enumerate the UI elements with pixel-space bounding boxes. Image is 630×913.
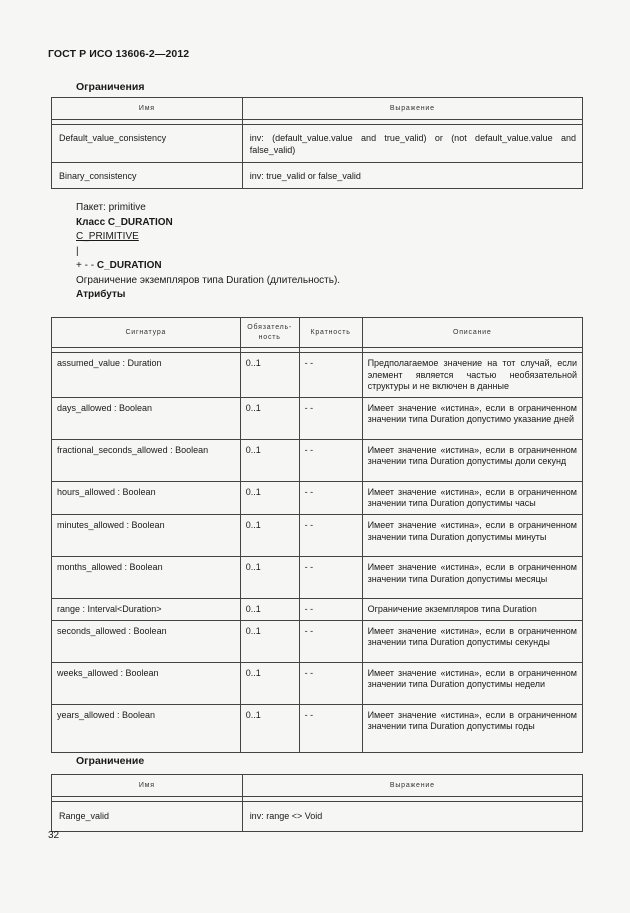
class-title: Класс C_DURATION [76, 216, 173, 228]
column-header-expression: Выражение [242, 775, 582, 797]
class-description: Ограничение экземпляров типа Duration (длительность). [76, 274, 341, 286]
attribute-signature: fractional_seconds_allowed : Boolean [52, 439, 241, 481]
attribute-description: Имеет значение «истина», если в ограниченном значении типа Duration допустимы часы [362, 481, 582, 514]
attribute-multiplicity: - - [299, 397, 362, 439]
attribute-multiplicity: - - [299, 481, 362, 514]
attribute-required: 0..1 [240, 704, 299, 752]
table-row [52, 397, 583, 439]
constraint-name: Range_valid [52, 802, 243, 832]
attribute-required: 0..1 [240, 662, 299, 704]
column-header-required: Обязатель- ность [240, 318, 299, 348]
attribute-description: Ограничение экземпляров типа Duration [362, 598, 582, 620]
attribute-multiplicity: - - [299, 620, 362, 662]
hierarchy-prefix: + - - [76, 260, 97, 271]
column-header-name: Имя [52, 775, 243, 797]
attribute-multiplicity: - - [299, 439, 362, 481]
attribute-required: 0..1 [240, 353, 299, 398]
table-row [52, 481, 583, 514]
constraints-table [51, 97, 583, 189]
attribute-multiplicity: - - [299, 556, 362, 598]
table-row [52, 620, 583, 662]
table-row [52, 439, 583, 481]
attribute-description: Имеет значение «истина», если в ограниченном значении типа Duration допустимо указание дней [362, 397, 582, 439]
table-row [52, 163, 583, 189]
table-header-row [52, 775, 583, 797]
table-row [52, 704, 583, 752]
attribute-signature: range : Interval<Duration> [52, 598, 241, 620]
attribute-required: 0..1 [240, 481, 299, 514]
attribute-signature: minutes_allowed : Boolean [52, 514, 241, 556]
attribute-description: Имеет значение «истина», если в ограниченном значении типа Duration допустимы месяцы [362, 556, 582, 598]
constraints-title: Ограничения [76, 81, 145, 93]
constraint-expression: inv: range <> Void [242, 802, 582, 832]
constraint-expression: inv: (default_value.value and true_valid) or (not default_value.value and false_valid) [242, 125, 582, 163]
column-header-name: Имя [52, 98, 243, 120]
attribute-description: Имеет значение «истина», если в ограниченном значении типа Duration допустимы недели [362, 662, 582, 704]
attribute-signature: seconds_allowed : Boolean [52, 620, 241, 662]
attribute-required: 0..1 [240, 397, 299, 439]
attribute-multiplicity: - - [299, 704, 362, 752]
attribute-required: 0..1 [240, 598, 299, 620]
table-row [52, 353, 583, 398]
table-row [52, 662, 583, 704]
parent-class-link: C_PRIMITIVE [76, 231, 139, 242]
column-header-multiplicity: Кратность [299, 318, 362, 348]
attribute-signature: hours_allowed : Boolean [52, 481, 241, 514]
page-number: 32 [48, 830, 60, 841]
attribute-signature: weeks_allowed : Boolean [52, 662, 241, 704]
class-info-block [76, 201, 340, 303]
attribute-multiplicity: - - [299, 514, 362, 556]
attribute-multiplicity: - - [299, 598, 362, 620]
attribute-description: Имеет значение «истина», если в ограниченном значении типа Duration допустимы минуты [362, 514, 582, 556]
attribute-signature: assumed_value : Duration [52, 353, 241, 398]
package-line: Пакет: primitive [76, 202, 146, 213]
attribute-signature: years_allowed : Boolean [52, 704, 241, 752]
attribute-required: 0..1 [240, 514, 299, 556]
attribute-multiplicity: - - [299, 662, 362, 704]
column-header-signature: Сигнатура [52, 318, 241, 348]
attribute-description: Предполагаемое значение на тот случай, если элемент является частью необязательной структуры и не включен в данные [362, 353, 582, 398]
attribute-multiplicity: - - [299, 353, 362, 398]
constraint-table [51, 774, 583, 832]
attributes-table [51, 317, 583, 753]
attributes-title: Атрибуты [76, 289, 126, 300]
column-header-description: Описание [362, 318, 582, 348]
attribute-description: Имеет значение «истина», если в ограниченном значении типа Duration допустимы доли секунд [362, 439, 582, 481]
constraint-expression: inv: true_valid or false_valid [242, 163, 582, 189]
hierarchy-class-name: C_DURATION [96, 260, 162, 271]
attribute-required: 0..1 [240, 620, 299, 662]
table-row [52, 514, 583, 556]
attribute-signature: days_allowed : Boolean [52, 397, 241, 439]
document-header: ГОСТ Р ИСО 13606-2—2012 [48, 48, 190, 60]
table-row [52, 598, 583, 620]
attribute-description: Имеет значение «истина», если в ограниченном значении типа Duration допустимы годы [362, 704, 582, 752]
constraint-name: Binary_consistency [52, 163, 243, 189]
column-header-expression: Выражение [242, 98, 582, 120]
table-header-row [52, 98, 583, 120]
hierarchy-pipe: | [76, 245, 79, 257]
constraint-name: Default_value_consistency [52, 125, 243, 163]
table-row [52, 125, 583, 163]
table-header-row [52, 318, 583, 348]
table-row [52, 556, 583, 598]
attribute-required: 0..1 [240, 439, 299, 481]
hierarchy-line [76, 259, 340, 274]
attribute-description: Имеет значение «истина», если в ограниченном значении типа Duration допустимы секунды [362, 620, 582, 662]
table-row [52, 802, 583, 832]
attribute-signature: months_allowed : Boolean [52, 556, 241, 598]
attribute-required: 0..1 [240, 556, 299, 598]
constraint-title: Ограничение [76, 755, 145, 767]
